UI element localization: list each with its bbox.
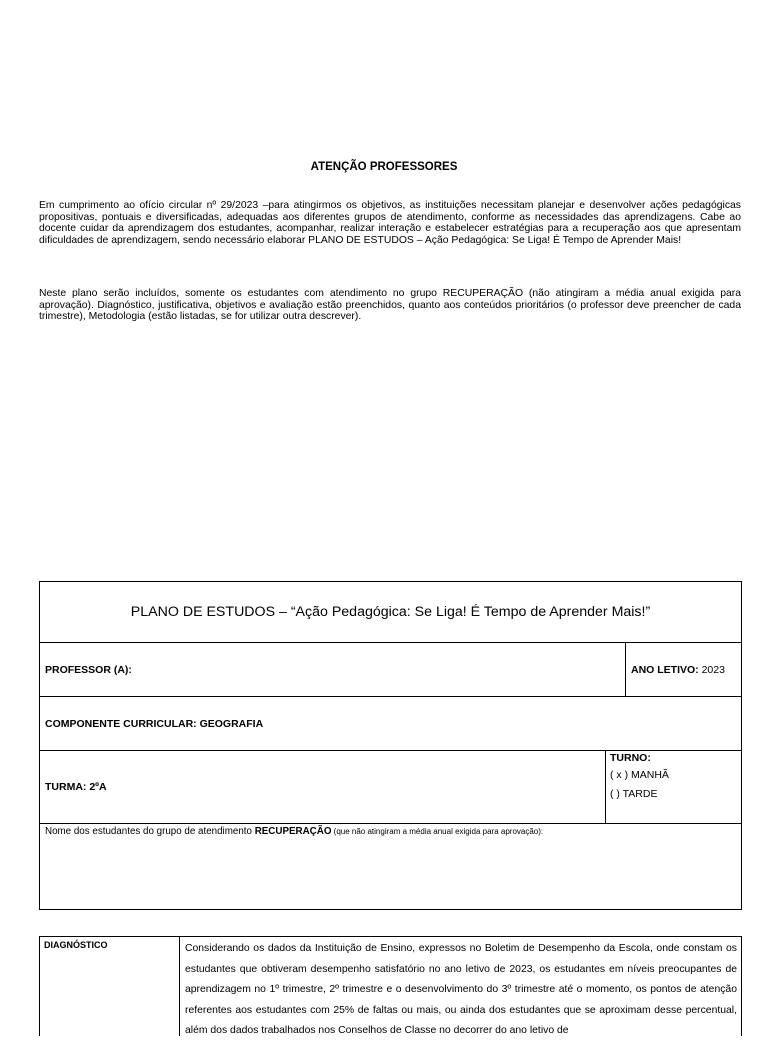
plan-title: PLANO DE ESTUDOS – “Ação Pedagógica: Se Liga! É Tempo de Aprender Mais!” [40,582,741,643]
diagnostico-text: Considerando os dados da Instituição de Ensino, expressos no Boletim de Desempenho da Escola, onde constam os estudantes que obtiveram desempenho satisfatório no ano letivo de 2023, os estudantes em níveis preocupantes de aprendizagem no 1º trimestre, 2º trimestre e o desenvolvimento do 3º trimestre até o momento, os pontos de atenção referentes aos estudantes com 25% de faltas ou mais, ou ainda dos estudantes que se aproximam desse percentual, além dos dados trabalhados nos Conselhos de Classe no decorrer do ano letivo de [179,937,741,1036]
turno-manha-option: ( x ) MANHÃ [610,769,669,781]
names-label-bold: RECUPERAÇÃO [254,826,332,837]
turno-tarde-option: ( ) TARDE [610,788,658,800]
names-label-note: (que não atingiram a média anual exigida para aprovação): [331,827,544,836]
turma-row [40,751,741,824]
names-label-start: Nome dos estudantes do grupo de atendimento [45,826,255,837]
notice-paragraph-1: Em cumprimento ao ofício circular nº 29/2023 –para atingirmos os objetivos, as instituições necessitam planejar e desenvolver ações pedagógicas propositivas, pontuais e diversificadas, adequadas aos diferentes grupos de atendimento, conforme as necessidades das aprendizagens. Cabe ao docente cuidar da aprendizagem dos estudantes, acompanhar, realizar interação e estabelecer estratégias para a recuperação aos que apresentam dificuldades de aprendizagem, sendo necessário elaborar PLANO DE ESTUDOS – Ação Pedagógica: Se Liga! É Tempo de Aprender Mais! [39,200,741,246]
names-label [45,826,543,837]
turma-label: TURMA: 2ºA [45,781,107,793]
diagnostico-table [39,936,742,1036]
componente-label: COMPONENTE CURRICULAR: GEOGRAFIA [45,717,264,730]
names-row [40,824,741,910]
notice-title: ATENÇÃO PROFESSORES [310,161,458,173]
componente-row [40,697,741,751]
diagnostico-label: DIAGNÓSTICO [44,940,108,950]
plan-table [39,581,742,910]
ano-letivo-cell [625,643,741,696]
ano-letivo-label: ANO LETIVO: [631,663,699,676]
ano-letivo-value: 2023 [701,663,725,676]
professor-row [40,643,741,697]
notice-paragraph-2: Neste plano serão incluídos, somente os estudantes com atendimento no grupo RECUPERAÇÃO (não atingiram a média anual exigida para aprovação). Diagnóstico, justificativa, objetivos e avaliação estão preenchidos, quanto aos conteúdos prioritários (o professor deve preencher de cada trimestre), Metodologia (estão listadas, se for utilizar outra descrever). [39,288,741,323]
professor-label: PROFESSOR (A): [45,663,132,676]
turno-cell [605,751,741,823]
turno-label: TURNO: [610,752,651,764]
